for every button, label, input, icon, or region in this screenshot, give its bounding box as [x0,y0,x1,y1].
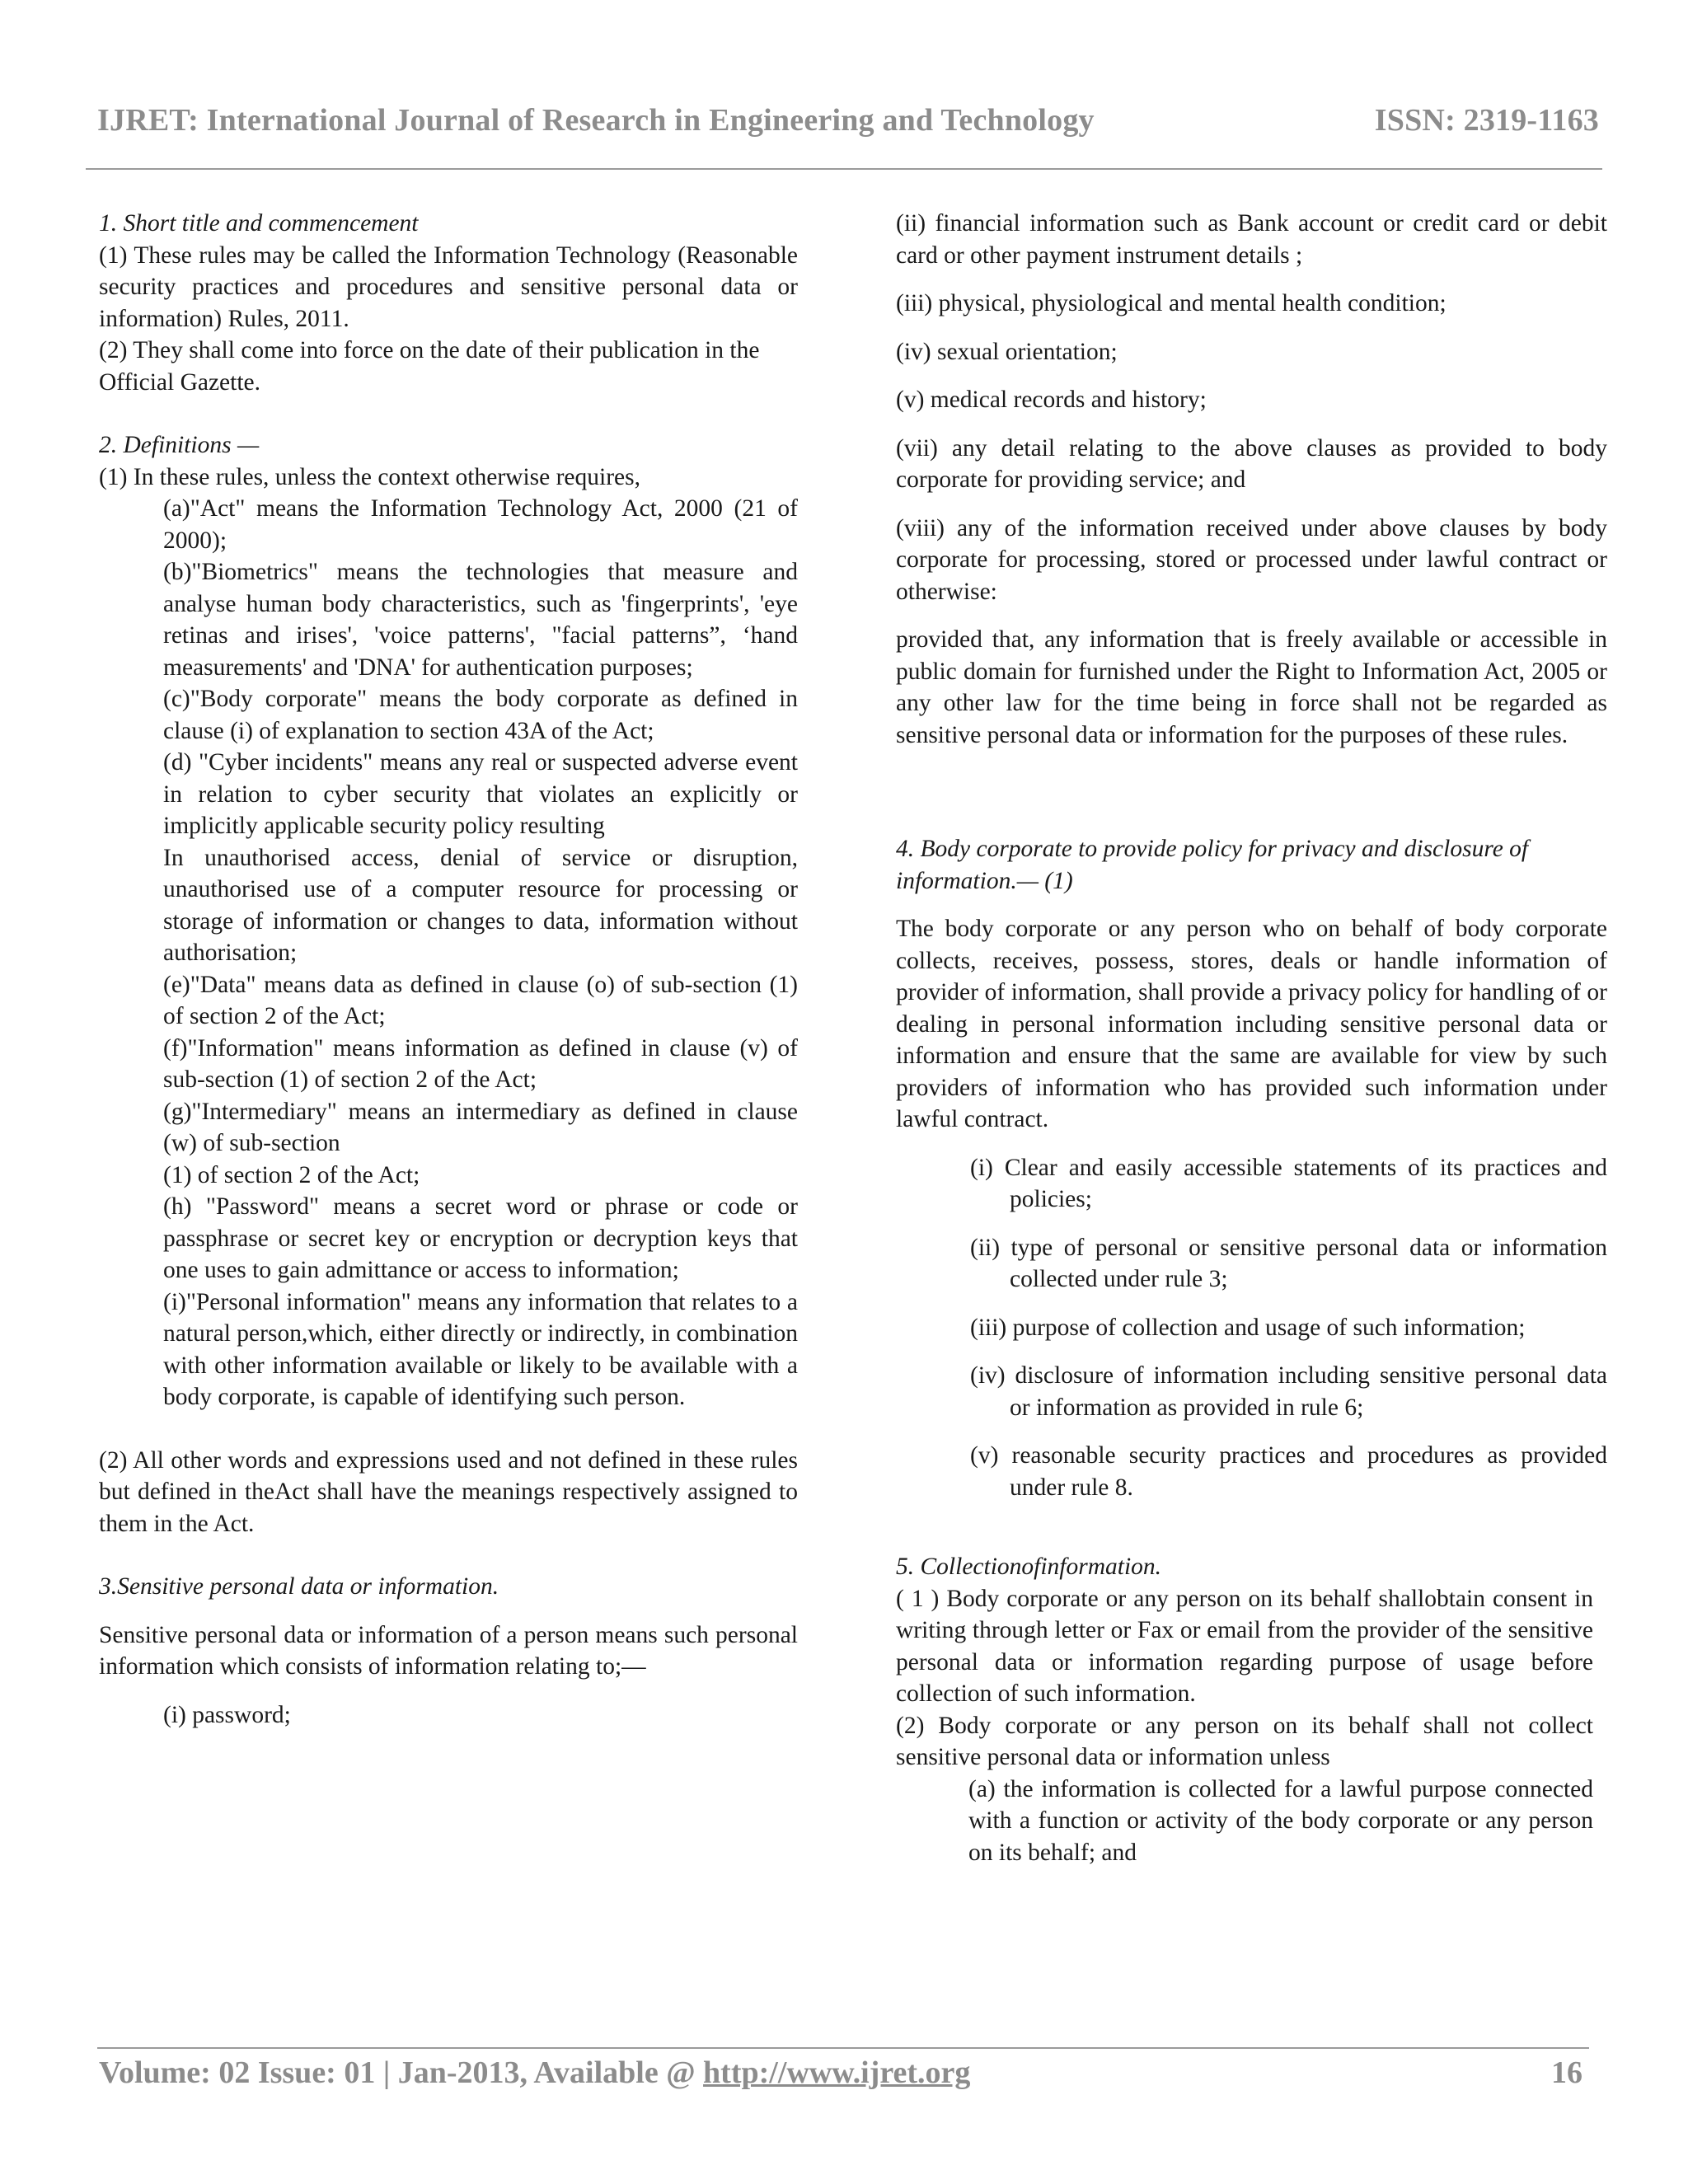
section-4-body: The body corporate or any person who on behalf of body corporate collects, receives, possess, stores, deals or handle information of provider of information, shall provide a privacy policy for handling of or dealing in personal information including sensitive personal data or information and ensure that the same are available for view by such providers of information who has provided such information under lawful contract. [896,916,1607,1132]
sensitive-item-password: (i) password; [163,1701,291,1728]
journal-title: IJRET: International Journal of Research in Engineering and Technology [97,103,1095,138]
header-divider [86,168,1602,170]
journal-link[interactable]: http://www.ijret.org [703,2055,971,2090]
definition-act: (a)"Act" means the Information Technology Act, 2000 (21 of 2000); [163,495,798,554]
definition-personal-information: (i)"Personal information" means any information that relates to a natural person,which, either directly or indirectly, in combination with other information available or likely to be available with a body corporate, is capable of identifying such person. [163,1288,798,1410]
policy-item-security: (v) reasonable security practices and procedures as provided under rule 8. [970,1442,1607,1501]
definition-cyber-incidents: (d) "Cyber incidents" means any real or suspected adverse event in relation to cyber security that violates an explicitly or implicitly applicable security policy resulting [163,749,798,839]
policy-item-type: (ii) type of personal or sensitive personal data or information collected under rule 3; [970,1234,1607,1292]
section-3-intro: Sensitive personal data or information of a person means such personal information which consists of information relating to;— [99,1621,798,1680]
policy-item-statements: (i) Clear and easily accessible statements of its practices and policies; [970,1154,1607,1212]
section-1-para-1: (1) These rules may be called the Information Technology (Reasonable security practices and procedures and sensitive personal data or information) Rules, 2011. [99,241,798,332]
definition-body-corporate: (c)"Body corporate" means the body corporate as defined in clause (i) of explanation to section 43A of the Act; [163,686,798,744]
section-1-title: 1. Short title and commencement [99,210,419,237]
section-5-item-a: (a) the information is collected for a lawful purpose connected with a function or activity of the body corporate or any person on its behalf; and [968,1775,1593,1866]
page-header [97,97,1599,143]
definition-intermediary: (g)"Intermediary" means an intermediary as defined in clause (w) of sub-section [163,1098,798,1156]
section-1-para-2: (2) They shall come into force on the date of their publication in the Official Gazette. [99,337,760,396]
definition-biometrics: (b)"Biometrics" means the technologies that measure and analyse human body characteristics, such as 'fingerprints', 'eye retinas and irises', 'voice patterns', "facial patterns”, ‘hand measurements' and 'DNA' for authentication purposes; [163,559,798,681]
section-5-para-2: (2) Body corporate or any person on its behalf shall not collect sensitive personal data or information unless [896,1712,1593,1770]
footer-divider [97,2047,1589,2049]
sensitive-item-health: (iii) physical, physiological and mental health condition; [896,290,1447,316]
policy-item-purpose: (iii) purpose of collection and usage of such information; [970,1314,1526,1341]
section-5-title: 5. Collectionofinformation. [896,1554,1162,1580]
volume-info [99,2055,970,2091]
section-2-para-2: (2) All other words and expressions used and not defined in these rules but defined in theAct shall have the meanings respectively assigned to them in the Act. [99,1446,798,1537]
definition-password: (h) "Password" means a secret word or phrase or code or passphrase or secret key or encryption or decryption keys that one uses to gain admittance or access to information; [163,1193,798,1283]
definition-cyber-incidents-cont: In unauthorised access, denial of service or disruption, unauthorised use of a computer resource for processing or storage of information or changes to data, information without authorisation; [163,844,798,966]
section-3-title: 3.Sensitive personal data or information. [99,1573,499,1600]
definition-information: (f)"Information" means information as defined in clause (v) of sub-section (1) of section 2 of the Act; [163,1034,798,1093]
section-3-proviso: provided that, any information that is freely available or accessible in public domain for furnished under the Right to Information Act, 2005 or any other law for the time being in force shall not be regarded as sensitive personal data or information for the purposes of these rules. [896,626,1607,748]
definition-data: (e)"Data" means data as defined in clause (o) of sub-section (1) of section 2 of the Act; [163,971,798,1029]
definition-intermediary-cont: (1) of section 2 of the Act; [163,1161,420,1188]
sensitive-item-financial: (ii) financial information such as Bank account or credit card or debit card or other payment instrument details ; [896,210,1607,269]
sensitive-item-orientation: (iv) sexual orientation; [896,338,1118,365]
policy-item-disclosure: (iv) disclosure of information including sensitive personal data or information as provided in rule 6; [970,1362,1607,1421]
volume-label: Volume: 02 Issue: 01 | Jan-2013, Available @ [99,2055,704,2090]
policy-list [970,1152,1607,1504]
left-column [99,208,798,1731]
section-2-title: 2. Definitions — [99,432,260,458]
page-number: 16 [1551,2055,1582,2090]
sensitive-item-medical: (v) medical records and history; [896,387,1207,413]
section-4-title: 4. Body corporate to provide policy for privacy and disclosure of information.— (1) [896,836,1529,894]
sensitive-item-received: (viii) any of the information received under above clauses by body corporate for processing, stored or processed under lawful contract or otherwise: [896,514,1607,605]
definitions-list [163,493,798,1413]
right-column [896,208,1607,1868]
sensitive-item-detail: (vii) any detail relating to the above clauses as provided to body corporate for providing service; and [896,434,1607,493]
section-2-intro: (1) In these rules, unless the context otherwise requires, [99,463,640,490]
issn-label: ISSN: 2319-1163 [1374,103,1599,138]
page-footer [99,2052,1582,2093]
section-5-para-1: ( 1 ) Body corporate or any person on its behalf shallobtain consent in writing through letter or Fax or email from the provider of the sensitive personal data or information regarding purpose of usage before collection of such information. [896,1585,1593,1707]
